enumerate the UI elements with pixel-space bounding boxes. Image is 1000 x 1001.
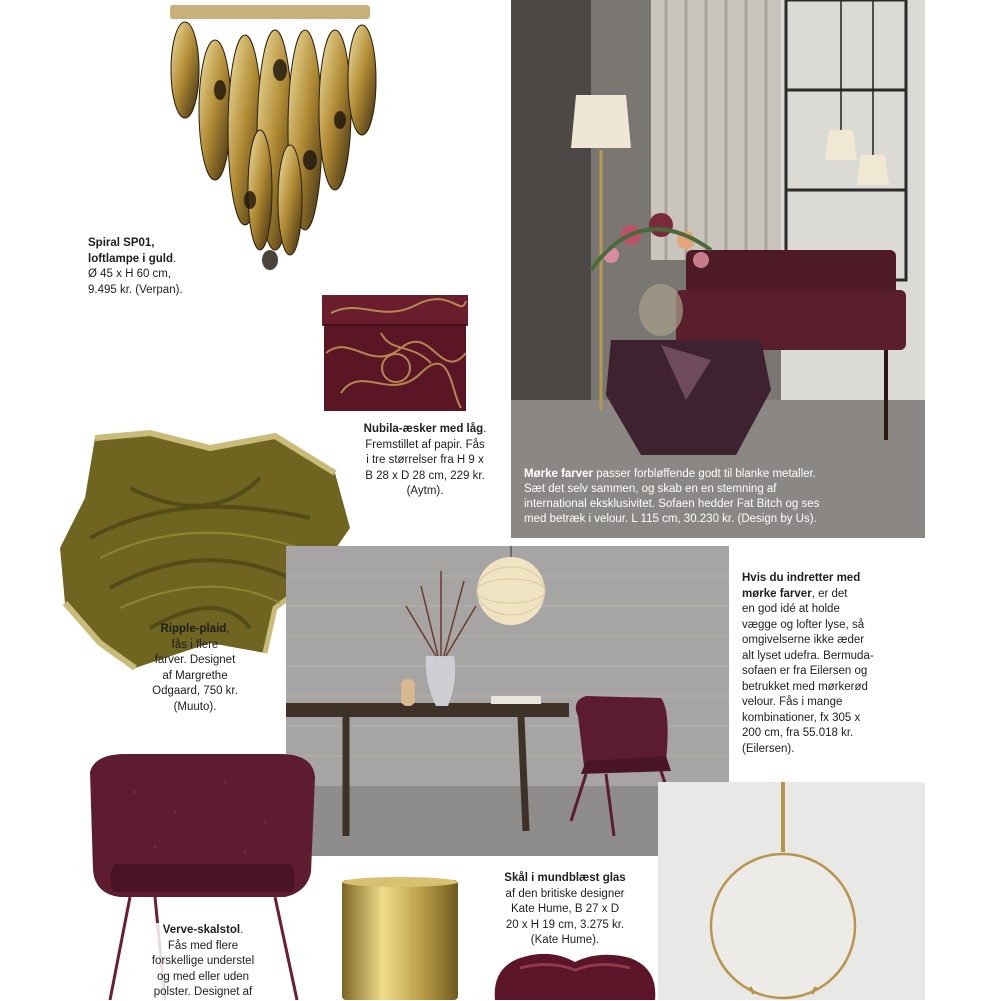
spiral-title-1: Spiral SP01, xyxy=(88,237,155,249)
bermuda-line-1: en god idé at holde xyxy=(742,603,840,615)
bermuda-line-8: kombinationer, fx 305 x xyxy=(742,711,861,724)
verve-line-3: og med eller uden xyxy=(156,970,250,983)
bermuda-caption: Hvis du indretter med mørke farver, er det en god idé at holde vægge og lofter lyse, så omgivelserne ikke æder alt lyset udefra. Bermuda- sofaen er fra Eilersen og betrukket med mørkerød velour. Fås i mange kombinationer, fx 305 x 200 cm, fra 55.018 kr. (Eilersen). xyxy=(742,571,902,757)
bermuda-line-7: velour. Fås i mange xyxy=(742,696,843,708)
bermuda-line-6: betrukket med mørkerød xyxy=(742,680,868,693)
nubila-title: Nubila-æsker med låg xyxy=(363,423,484,435)
bermuda-title-2: mørke farver xyxy=(742,587,812,600)
dark-room-line-4: med betræk i velour. L 115 cm, 30.230 kr. (Design by Us). xyxy=(524,513,817,525)
bermuda-line-4: alt lyset udefra. Bermuda- xyxy=(742,649,874,662)
gold-vase-image xyxy=(340,876,460,1000)
ripple-line-2: farver. Designet xyxy=(154,654,236,666)
skal-line-4: (Kate Hume). xyxy=(530,934,600,946)
ripple-line-3: af Margrethe xyxy=(162,669,228,682)
bermuda-line-5: sofaen er fra Eilersen og xyxy=(742,665,868,677)
nubila-line-2: i tre størrelser fra H 9 x xyxy=(366,454,484,466)
glass-bowl-image xyxy=(490,948,660,1000)
ripple-line-1: fås i flere xyxy=(171,638,219,651)
bermuda-title-1: Hvis du indretter med xyxy=(742,572,861,584)
dark-room-bold: Mørke farver xyxy=(524,468,594,480)
skal-title: Skål i mundblæst glas xyxy=(504,872,626,884)
spiral-price: 9.495 kr. (Verpan). xyxy=(88,283,183,296)
verve-line-4: polster. Designet af xyxy=(153,986,253,998)
nubila-line-1: Fremstillet af papir. Fås xyxy=(365,438,485,451)
spiral-caption: Spiral SP01, loftlampe i guld. Ø 45 x H 60 cm, 9.495 kr. (Verpan). xyxy=(88,236,228,298)
nubila-box-image xyxy=(321,293,471,413)
ripple-title: Ripple-plaid xyxy=(160,623,227,635)
round-mirror-photo xyxy=(658,782,925,1000)
dark-room-line-2: Sæt det selv sammen, og skab en en stemning af xyxy=(524,483,777,495)
ripple-caption: Ripple-plaid, fås i flere farver. Designet af Margrethe Odgaard, 750 kr. (Muuto). xyxy=(140,622,250,715)
spiral-title-2: loftlampe i guld xyxy=(88,252,173,265)
spiral-dims: Ø 45 x H 60 cm, xyxy=(88,268,172,280)
nubila-line-4: (Aytm). xyxy=(406,485,444,497)
verve-title: Verve-skalstol xyxy=(162,924,241,936)
dark-room-caption xyxy=(524,467,919,527)
ripple-line-4: Odgaard, 750 kr. xyxy=(152,685,238,697)
nubila-caption: Nubila-æsker med låg. Fremstillet af papir. Fås i tre størrelser fra H 9 x B 28 x D 28 cm, 229 kr. (Aytm). xyxy=(350,422,500,500)
verve-caption: Verve-skalstol. Fås med flere forskellige understel og med eller uden polster. Designet af xyxy=(138,923,268,1001)
verve-line-1: Fås med flere xyxy=(167,939,239,952)
dark-room-line-3: international eksklusivitet. Sofaen hedder Fat Bitch og ses xyxy=(524,498,820,510)
skal-line-1: af den britiske designer xyxy=(505,887,625,900)
verve-line-2: forskellige understel xyxy=(151,955,255,967)
dark-room-photo xyxy=(511,0,925,538)
ripple-line-5: (Muuto). xyxy=(173,700,217,713)
bermuda-line-3: omgivelserne ikke æder xyxy=(742,634,865,646)
bermuda-line-9: 200 cm, fra 55.018 kr. xyxy=(742,727,854,739)
bermuda-line-2: vægge og lofter lyse, så xyxy=(742,618,865,631)
bermuda-line-10: (Eilersen). xyxy=(742,742,795,755)
skal-line-3: 20 x H 19 cm, 3.275 kr. xyxy=(505,918,625,931)
skal-caption xyxy=(490,871,640,949)
nubila-line-3: B 28 x D 28 cm, 229 kr. xyxy=(365,469,485,482)
skal-line-2: Kate Hume, B 27 x D xyxy=(510,903,620,915)
dark-room-line-1: passer forbløffende godt til blanke metaller. xyxy=(593,468,816,480)
